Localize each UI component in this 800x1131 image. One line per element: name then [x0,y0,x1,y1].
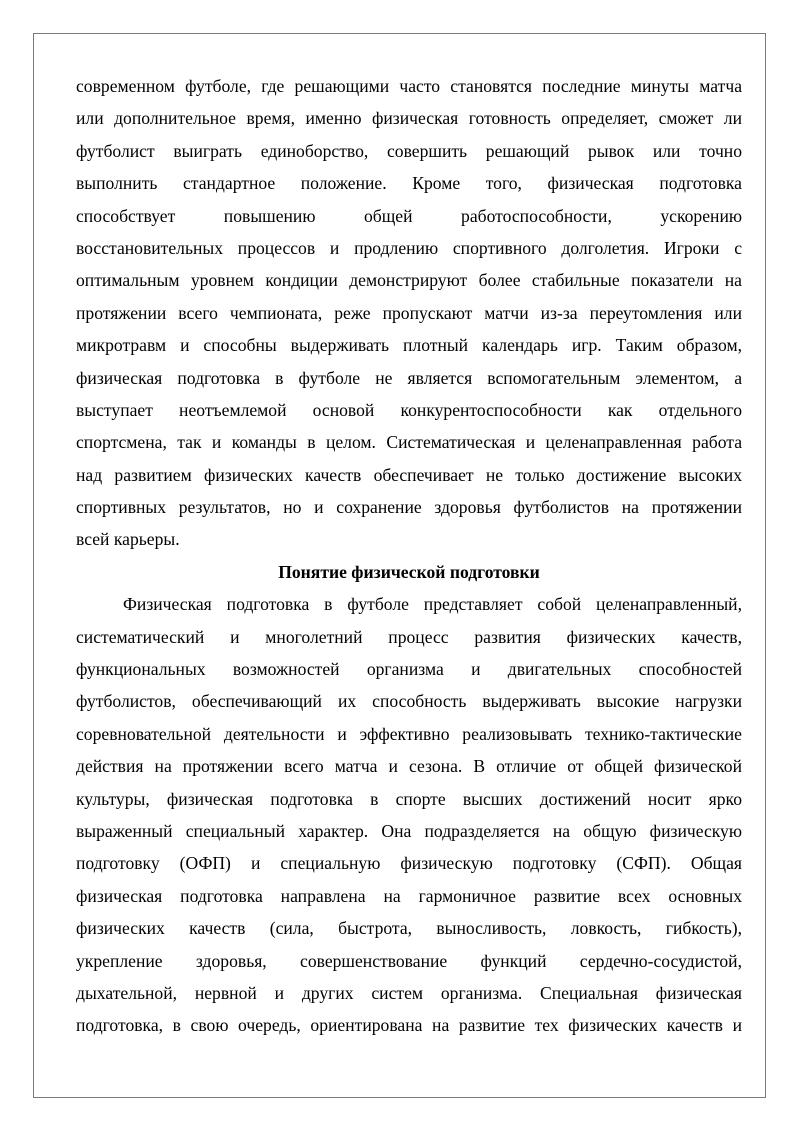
text-line: оптимальным уровнем кондиции демонстрируют более стабильные показатели на [76,270,742,291]
text-line: спортсмена, так и команды в целом. Систематическая и целенаправленная работа [76,432,742,453]
text-line: систематический и многолетний процесс развития физических качеств, [76,626,742,647]
text-line: всей карьеры. [76,529,180,550]
text-line: футболист выиграть единоборство, совершить решающий рывок или точно [76,140,742,161]
text-line: физическая подготовка направлена на гармоничное развитие всех основных [76,885,742,906]
text-line: физических качеств (сила, быстрота, выносливость, ловкость, гибкость), [76,918,742,939]
text-line: восстановительных процессов и продлению спортивного долголетия. Игроки с [76,237,742,258]
text-line: действия на протяжении всего матча и сезона. В отличие от общей физической [76,756,742,777]
text-line: современном футболе, где решающими часто становятся последние минуты матча [76,76,742,96]
document-body [76,70,742,1042]
text-line: физическая подготовка в футболе не является вспомогательным элементом, а [76,367,742,388]
paragraph-2 [76,588,742,1041]
text-line: спортивных результатов, но и сохранение здоровья футболистов на протяжении [76,497,742,518]
section-heading: Понятие физической подготовки [278,561,540,582]
text-line: дыхательной, нервной и других систем организма. Специальная физическая [76,982,742,1003]
text-line: выполнить стандартное положение. Кроме того, физическая подготовка [76,173,742,194]
text-line: микротравм и способны выдерживать плотный календарь игр. Таким образом, [76,335,742,356]
text-line: соревновательной деятельности и эффективно реализовывать технико-тактические [76,723,742,744]
text-line: подготовку (ОФП) и специальную физическую подготовку (СФП). Общая [76,853,742,874]
text-line: подготовка, в свою очередь, ориентирована на развитие тех физических качеств и [76,1015,742,1036]
text-line: функциональных возможностей организма и двигательных способностей [76,659,742,680]
text-line: выступает неотъемлемой основой конкурентоспособности как отдельного [76,399,742,420]
text-line: способствует повышению общей работоспособности, ускорению [76,205,742,226]
text-line: Физическая подготовка в футболе представляет собой целенаправленный, [123,594,742,615]
paragraph-1 [76,70,742,556]
text-line: культуры, физическая подготовка в спорте высших достижений носит ярко [76,788,742,809]
text-line: укрепление здоровья, совершенствование функций сердечно-сосудистой, [76,950,742,971]
text-line: выраженный специальный характер. Она подразделяется на общую физическую [76,820,742,841]
text-line: протяжении всего чемпионата, реже пропускают матчи из-за переутомления или [76,302,742,323]
text-line: над развитием физических качеств обеспечивает не только достижение высоких [76,464,742,485]
text-line: футболистов, обеспечивающий их способность выдерживать высокие нагрузки [76,691,742,712]
text-line: или дополнительное время, именно физическая готовность определяет, сможет ли [76,108,742,129]
